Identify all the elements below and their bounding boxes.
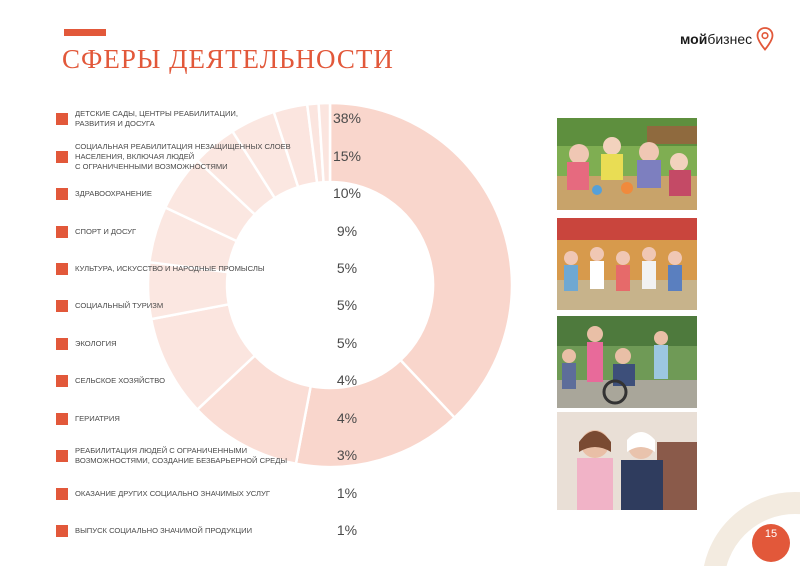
legend-swatch bbox=[56, 188, 68, 200]
data-label: 10% bbox=[332, 185, 362, 201]
legend-label bbox=[75, 414, 120, 424]
legend-swatch bbox=[56, 338, 68, 350]
legend-label-line: ВОЗМОЖНОСТЯМИ, СОЗДАНИЕ БЕЗБАРЬЕРНОЙ СРЕДЫ bbox=[75, 456, 288, 465]
legend-label bbox=[75, 142, 291, 172]
slide-title: СФЕРЫ ДЕЯТЕЛЬНОСТИ bbox=[62, 44, 394, 74]
legend-swatch bbox=[56, 113, 68, 125]
legend-swatch bbox=[56, 525, 68, 537]
legend-label-line: ДЕТСКИЕ САДЫ, ЦЕНТРЫ РЕАБИЛИТАЦИИ, bbox=[75, 109, 238, 118]
data-label: 4% bbox=[336, 372, 358, 388]
legend-swatch bbox=[56, 488, 68, 500]
legend-label bbox=[75, 489, 270, 499]
legend-swatch bbox=[56, 300, 68, 312]
legend-label-line: ЭКОЛОГИЯ bbox=[75, 339, 117, 348]
legend-label-line: ОКАЗАНИЕ ДРУГИХ СОЦИАЛЬНО ЗНАЧИМЫХ УСЛУГ bbox=[75, 489, 270, 498]
data-label: 38% bbox=[332, 110, 362, 126]
legend-swatch bbox=[56, 450, 68, 462]
legend-swatch bbox=[56, 151, 68, 163]
legend-swatch bbox=[56, 375, 68, 387]
legend-label-line: РЕАБИЛИТАЦИЯ ЛЮДЕЙ С ОГРАНИЧЕННЫМИ bbox=[75, 446, 248, 455]
legend-label-line: СОЦИАЛЬНЫЙ ТУРИЗМ bbox=[75, 301, 164, 310]
legend-swatch bbox=[56, 413, 68, 425]
legend-label bbox=[75, 526, 252, 536]
data-label: 1% bbox=[336, 522, 358, 538]
photo-children-sandbox bbox=[557, 118, 697, 210]
legend-label bbox=[75, 446, 287, 466]
photo-wheelchair-outdoors bbox=[557, 316, 697, 408]
logo-text-bold: мой bbox=[680, 31, 708, 47]
legend-label-line: ЗДРАВООХРАНЕНИЕ bbox=[75, 189, 152, 198]
logo-text-regular: бизнес bbox=[707, 31, 753, 47]
data-label: 15% bbox=[332, 148, 362, 164]
legend-label bbox=[75, 227, 136, 237]
legend-swatch bbox=[56, 263, 68, 275]
legend-label bbox=[75, 264, 265, 274]
legend-swatch bbox=[56, 226, 68, 238]
legend-label bbox=[75, 339, 117, 349]
legend-label-line: РАЗВИТИЯ И ДОСУГА bbox=[75, 119, 155, 128]
data-label: 5% bbox=[336, 297, 358, 313]
legend-label bbox=[75, 189, 152, 199]
legend-label bbox=[75, 301, 163, 311]
legend-label-line: СОЦИАЛЬНАЯ РЕАБИЛИТАЦИЯ НЕЗАЩИЩЕННЫХ СЛОЕВ bbox=[75, 142, 291, 151]
legend-label-line: СЕЛЬСКОЕ ХОЗЯЙСТВО bbox=[75, 376, 166, 385]
page-number: 15 bbox=[764, 528, 778, 540]
legend-label bbox=[75, 109, 238, 129]
legend-label-line: ВЫПУСК СОЦИАЛЬНО ЗНАЧИМОЙ ПРОДУКЦИИ bbox=[75, 526, 253, 535]
data-label: 3% bbox=[336, 447, 358, 463]
legend-label-line: СПОРТ И ДОСУГ bbox=[75, 227, 137, 236]
legend-label-line: НАСЕЛЕНИЯ, ВКЛЮЧАЯ ЛЮДЕЙ bbox=[75, 152, 195, 161]
photo-caregiver-elderly bbox=[557, 412, 697, 510]
data-label: 5% bbox=[336, 335, 358, 351]
legend-label-line: ГЕРИАТРИЯ bbox=[75, 414, 120, 423]
data-label: 1% bbox=[336, 485, 358, 501]
legend-label bbox=[75, 376, 165, 386]
photo-kindergarten-group bbox=[557, 218, 697, 310]
data-label: 5% bbox=[336, 260, 358, 276]
legend-label-line: С ОГРАНИЧЕННЫМИ ВОЗМОЖНОСТЯМИ bbox=[75, 162, 228, 171]
legend-label-line: КУЛЬТУРА, ИСКУССТВО И НАРОДНЫЕ ПРОМЫСЛЫ bbox=[75, 264, 265, 273]
data-label: 9% bbox=[336, 223, 358, 239]
data-label: 4% bbox=[336, 410, 358, 426]
